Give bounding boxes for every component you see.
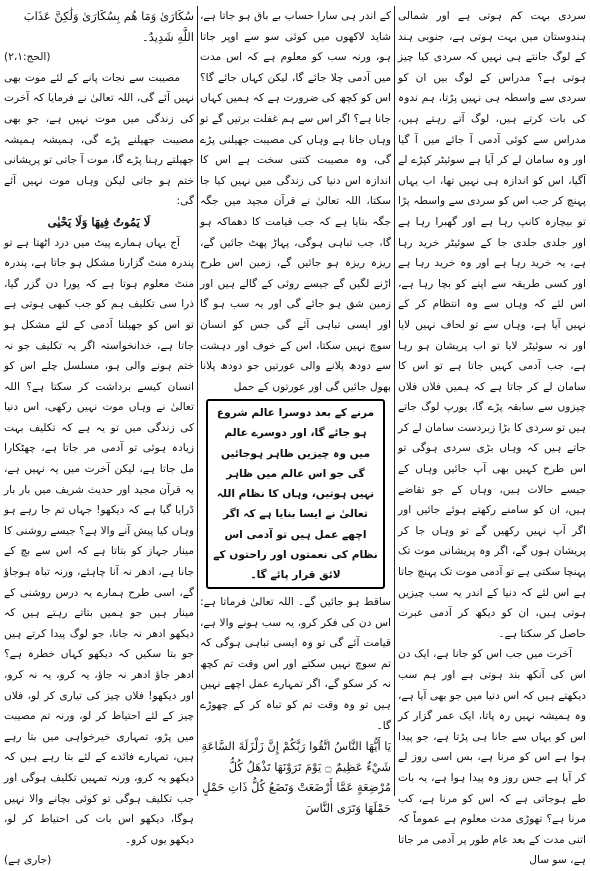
column-left: [4, 6, 194, 867]
paragraph: ساقط ہو جائیں گے۔ اللہ تعالیٰ فرماتا ہے: اس دن کی فکر کرو، یہ سب ہونے والا ہے، قیامت آئے گی تو وہ ایسی تباہی ہوگی کہ تم سوچ نہیں سکتے اور اس وقت تم کچھ نہ کر سکو گے، اگر تمہارے عمل اچھے نہیں ہیں تو وہ وقت تم کو تباہ کر کے چھوڑے گا۔: [200, 596, 391, 732]
paragraph: آج یہاں ہمارے پیٹ میں درد اٹھتا ہے تو پندرہ منٹ گزارنا مشکل ہو جاتا ہے، پندرہ منٹ معلوم ہوتا ہے کہ پورا دن گزر گیا، ذرا سی تکلیف ہم کو جب کبھی ہوتی ہے تو اس کو جھیلنا آدمی کے لئے مشکل ہو جاتا ہے، خدانخواستہ اگر یہ تکلیف جو نہ ختم ہونے والی ہو، مسلسل چلے اس کو انسان کیسے برداشت کر سکتا ہے؟ اللہ تعالیٰ نے وہاں موت نہیں رکھی، اس دنیا کی زندگی میں تو یہ ہے کہ تکلیف بہت زیادہ ہوئی تو آدمی مر جاتا ہے، چھٹکارا مل جاتا ہے، لیکن آخرت میں یہ نہیں ہے، یہ قرآن مجید اور حدیث شریف میں بار بار ڈرایا گیا ہے کہ دیکھو! جہاں تم جا رہے ہو وہاں کیا پیش آنے والا ہے؟ جیسے روشنی کا مینار جہاز کو بتاتا ہے کہ اس سے بچ کے جانا ہے، ادھر نہ آنا چاہئے، ورنہ تباہ ہوجاؤ گے، اسی طرح ہمارے یہ درس روشنی کے مینار ہیں جو ہمیں بتاتے رہتے ہیں کہ دیکھو ادھر نہ جانا، جو لوگ پیدا کرتے ہیں جو بتا سکیں کہ دیکھو کہاں خطرہ ہے؟ ادھر جاؤ ادھر نہ جاؤ، یہ کرو، یہ نہ کرو، اور دیکھو! فلاں چیز کی تیاری کر لو، فلاں چیز کے لئے احتیاط کر لو، ورنہ تم مصیبت میں پڑو، تمہاری خیرخواہی میں بتا رہے ہیں، تمہارے فائدے کے لئے بتا رہے ہیں کہ دیکھو یہ کرو، ورنہ تمہیں تکلیف ہوگی اور جب تکلیف ہوگی تو کوئی بچانے والا نہیں ہوگا، دیکھو اس بات کی احتیاط کر لو، دیکھو یوں کرو۔: [4, 236, 194, 846]
column-middle: [200, 6, 391, 816]
quran-verse: سُكَارَىٰ وَمَا هُم بِسُكَارَىٰ وَلَٰكِنَّ عَذَابَ اللَّهِ شَدِيدٌ۔: [23, 9, 194, 44]
paragraph: سردی بہت کم ہوتی ہے اور شمالی ہندوستان میں بہت ہوتی ہے، جنوبی ہند کے لوگ جانتے ہی نہیں کہ سردی کیا چیز ہوتی ہے؟ مدراس کے لوگ بیں ان کو سردی سے واسطہ ہی نہیں پڑتا، ہم ندوہ کی بات کرتے ہیں، لوگ آتے رہتے ہیں، مدراس سے کوئی آدمی آ جائے میں آ گیا اور وہ سامان لے کر آیا ہے سوئیٹر کپڑے لے آگیا، اس کو اندازہ ہی نہیں تھا، اب یہاں پہنچ کر جب اس کو سردی سے واسطہ پڑا تو بیچارہ کانپ رہا ہے اور گھبرا رہا ہے اور جلدی جلدی جا کے سوئیٹر خرید رہا ہے، یہ خرید رہا ہے اور وہ خرید رہا ہے اور کسی طریقہ سے اپنے کو بچا رہا ہے، اس لئے کہ وہاں سے وہ انتظام کر کے نہیں آیا ہے، وہاں سے تو لحاف نہیں لایا اور نہ سوئیٹر لایا تو اب پریشان ہو رہا ہے، جب آدمی کہیں جاتا ہے تو اس کا سامان لے کر جاتا ہے کہ ہمیں فلاں فلاں چیزوں سے سابقہ پڑے گا، یورپ لوگ جاتے ہیں تو سردی کا بڑا زبردست سامان لے کر جاتے ہیں کہ وہاں بڑی سردی ہوگی تو اس طرح کہیں بھی آپ جائیں وہاں کے جیسے حالات ہیں، وہاں کے جو تقاضے ہیں، ان کو سامنے رکھتے ہوئے جائیں اور اگر آپ نہیں رکھیں گے تو وہاں جا کر پریشان ہوں گے، اگر وہ پریشانی موت تک پہنچا سکتی ہے تو آدمی موت تک پہنچ جاتا ہے اس لئے کہ دنیا کے اندر یہ سب چیزیں ہوتی ہیں، ان کو دیکھ کر آدمی عبرت حاصل کر سکتا ہے۔: [398, 10, 586, 640]
column-right: [398, 6, 586, 867]
paragraph: کے اندر ہی سارا حساب بے باق ہو جاتا ہے، شاید لاکھوں میں کوئی سو سے اوپر جاتا ہو، ورنہ سب کو معلوم ہے کہ اس مدت میں آدمی چلا جائے گا، لیکن کہاں جائے گا؟ اس کو کچھ کی ضرورت ہے کہ ہمیں کہاں جانا ہے؟ اگر اس سے ہم غفلت برتیں گے تو وہاں جانا ہے وہاں کی مصیبت جھیلنی پڑے گی، وہ مصیبت کتنی سخت ہے اس کا اندازہ اس دنیا کی زندگی میں نہیں کیا جا سکتا، اللہ تعالیٰ نے قرآن مجید میں جگہ جگہ بتایا ہے کہ جب قیامت کا دھماکہ ہو گا، جب تباہی ہوگی، پہاڑ پھٹ جائیں گے، ریزہ ریزہ ہو جائیں گے، زمین اس طرح اڑنے لگیں گے جیسے روئی کے گالے ہیں اور زمین شق ہو جائے گی اور یہ سب ہو گا اور ایسی تباہی آئے گی جس کو انسان سوچ نہیں سکتا، اس کے خوف اور دہشت سے دودھ پلانے والی عورتیں جو دودھ پلانا بھول جائیں گی اور عورتوں کے حمل: [200, 10, 391, 393]
continued-marker: (جاری ہے): [4, 854, 52, 867]
column-divider: [394, 6, 395, 796]
quran-phrase: لَا يَمُوتُ فِيهَا وَلَا يَحْيٰى: [47, 214, 151, 229]
pull-quote-box: [206, 399, 385, 589]
quran-verse: يَا أَيُّهَا النَّاسُ اتَّقُوا رَبَّكُمْ إِنَّ زَلْزَلَةَ السَّاعَةِ شَيْءٌ عَظِيمٌ ۝ يَوْمَ تَرَوْنَهَا تَذْهَلُ كُلُّ مُرْضِعَةٍ عَمَّا أَرْضَعَتْ وَتَضَعُ كُلُّ ذَاتِ حَمْلٍ حَمْلَهَا وَتَرَى النَّاسَ: [201, 739, 391, 816]
pull-quote-text: مرنے کے بعد دوسرا عالم شروع ہو جائے گا، اور دوسرے عالم میں وہ چیزیں ظاہر ہوجائیں گی جو اس عالم میں ظاہر نہیں ہوتیں، وہاں کا نظام اللہ تعالیٰ نے ایسا بنایا ہے کہ اگر اچھے عمل ہیں تو آدمی اس نظام کی نعمتوں اور راحتوں کے لائق قرار پائے گا۔: [213, 407, 378, 581]
column-divider: [197, 6, 198, 796]
paragraph: مصیبت سے نجات پانے کے لئے موت بھی نہیں آئے گی، اللہ تعالیٰ نے فرمایا کہ آخرت کی زندگی میں موت نہیں ہے، جو بھی مصیبت جھیلنے پڑے گی، ہمیشہ ہمیشہ جھیلتے رہنا پڑے گا، موت آ جاتی تو پریشانی ختم ہو جاتی لیکن وہاں موت نہیں آئے گی:: [4, 71, 194, 208]
verse-reference: (الحج:۲،۱): [4, 51, 51, 64]
paragraph: آخرت میں جب اس کو جانا ہے، ایک دن اس کی آنکھ بند ہوتی ہے اور ہم سب دیکھتے ہیں کہ اس دنیا میں جو بھی آیا ہے، وہ ہمیشہ نہیں رہ پاتا، ایک عمر گزار کر اس کو یہاں سے جانا ہی پڑتا ہے، جو پیدا ہوا ہے اس کو مرنا ہے، بس اسی روز لے کر آیا ہے جس روز وہ پیدا ہوا ہے، یہ بات طے ہوجاتی ہے کہ اس کو مرنا ہے، کب مرنا ہے؟ تھوڑی مدت معلوم ہے عموماً کہ اتنی مدت کے بعد عام طور پر آدمی مر جاتا ہے، سو سال: [398, 648, 586, 867]
